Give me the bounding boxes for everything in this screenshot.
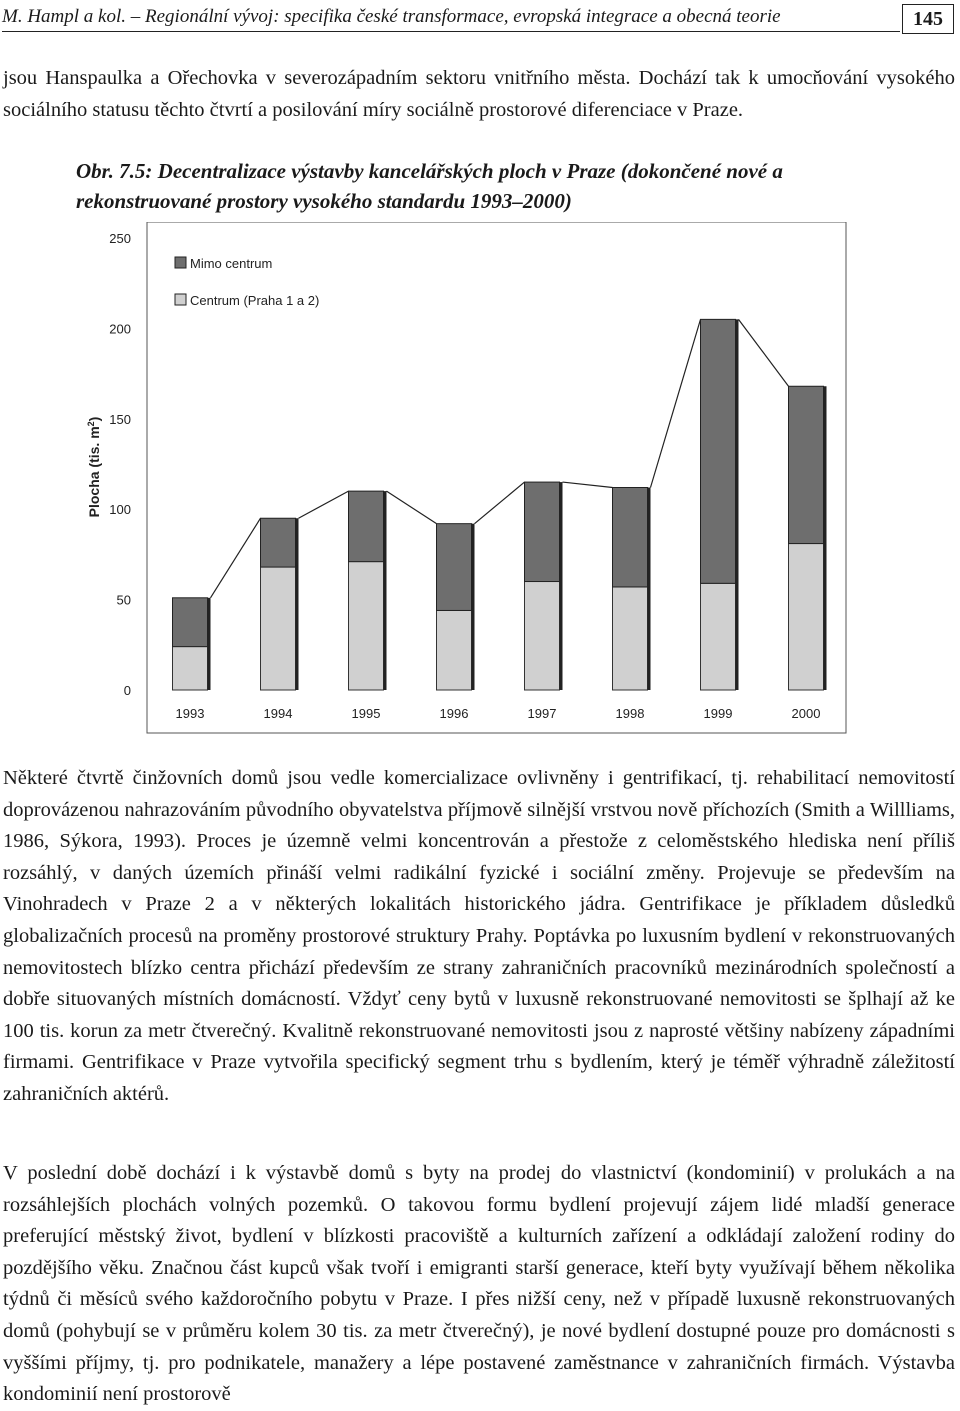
page-number: 145 [902,4,954,34]
y-tick-labels [109,231,131,698]
bar-segment-centrum [701,583,736,690]
legend-swatch [175,257,186,268]
y-axis-title-main: Plocha (tis. m [86,426,102,518]
intro-paragraph: jsou Hanspaulka a Ořechovka v severozápadním sektoru vnitřního města. Dochází tak k umocňování vysokého sociálního statusu těchto čtvrtí a posilování míry sociálně prostorové diferenciace v Praze. [3,67,955,121]
bar-shadow-edge [472,524,475,690]
bar-shadow-edge [384,491,387,690]
running-title: M. Hampl a kol. – Regionální vývoj: specifika české transformace, evropská integrace a obecná teorie [2,6,781,27]
y-tick-label: 50 [116,592,131,608]
x-tick-label: 1997 [527,706,557,721]
figure-caption: Obr. 7.5: Decentralizace výstavby kancelářských ploch v Praze (dokončené nové a rekonstruované prostory vysokého standardu 1993–2000) [76,159,783,213]
x-tick-label: 2000 [791,706,821,721]
y-tick-label: 200 [109,321,131,337]
bar-segment-centrum [261,567,296,690]
body-paragraph-2: Některé čtvrtě činžovních domů jsou vedle komercializace ovlivněny i gentrifikací, tj. rehabilitací nemovitostí doprovázenou nahrazováním původního obyvatelstva příjmově silnější vrstvou nově příchozích (Smith a Willliams, 1986, Sýkora, 1993). Proces je územně velmi koncentrován a přestože z celoměstského hlediska není příliš rozsáhlý, v daných územích přináší velmi radikální fyzické i sociální změny. Projevuje se především na Vinohradech v Praze 2 a v některých lokalitách historického jádra. Gentrifikace je příkladem důsledků globalizačních procesů na proměny prostorové struktury Prahy. Poptávka po luxusním bydlení v rekonstruovaných nemovitostech blízko centra přichází především ze strany zahraničních pracovníků mezinárodních společností a dobře situovaných místních domácností. Vždyť ceny bytů v luxusně rekonstruované nemovitosti se šplhají až ke 100 tis. korun za metr čtverečný. Kvalitně rekonstruované nemovitosti jsou z naprosté většiny nabízeny západními firmami. Gentrifikace v Praze vytvořila specifický segment trhu s bydlením, který je téměř výhradně záležitostí zahraničních aktérů. [3,767,955,1105]
bar-shadow-edge [648,488,651,690]
bar-shadow-edge [208,598,211,690]
header-rule [2,31,900,32]
y-tick-label: 150 [109,411,131,427]
bar-segment-centrum [173,647,208,690]
bar-shadow-edge [560,482,563,690]
y-axis-title-sup: 2 [86,421,96,427]
body-paragraph-3: V poslední době dochází i k výstavbě domů s byty na prodej do vlastnictví (kondominií) v prolukách a na rozsáhlejších plochách volných pozemků. O takovou formu bydlení projevují zájem lidé mladší generace preferující městský život, bydlení v blízkosti pracoviště a kulturních zařízení a odkládají založení rodiny do pozdějšího věku. Značnou část kupců však tvoří i emigranti starší generace, kteří byty využívají během několika týdnů či měsíců svého každoročního pobytu v Praze. I přes nižší ceny, než v případě luxusně rekonstruovaných domů (pohybují se v průměru kolem 30 tis. za metr čtverečný), je nové bydlení dostupné pouze pro domácnosti s vyššími příjmy, tj. pro podnikatele, manažery a lépe postavené zaměstnance v zahraničních firmách. Výstavba kondominií není prostorově [3,1162,955,1406]
bar-shadow-edge [736,319,739,690]
bar-shadow-edge [296,518,299,690]
y-tick-label: 0 [123,683,131,698]
x-tick-label: 1995 [351,706,381,721]
bar-segment-mimo-centrum [437,524,472,611]
stacked-bar-chart [77,222,847,734]
bar-segment-mimo-centrum [789,386,824,543]
x-tick-label: 1996 [439,706,469,721]
y-axis-title-end: ) [86,416,102,422]
bar-segment-centrum [613,587,648,690]
bar-segment-mimo-centrum [525,482,560,581]
x-tick-label: 1999 [703,706,733,721]
x-tick-label: 1994 [263,706,293,721]
legend-label: Centrum (Praha 1 a 2) [190,293,320,308]
bar-segment-centrum [437,610,472,690]
legend-swatch [175,294,186,305]
bar-segment-mimo-centrum [349,491,384,562]
bar-segment-centrum [349,562,384,690]
y-tick-label: 100 [109,502,131,518]
chart-svg [77,222,847,734]
bar-segment-mimo-centrum [261,518,296,567]
y-axis-title-group [86,417,102,518]
bar-shadow-edge [824,386,827,690]
bar-segment-mimo-centrum [701,319,736,583]
x-tick-label: 1998 [615,706,645,721]
bar-segment-mimo-centrum [173,598,208,647]
x-tick-label: 1993 [175,706,205,721]
page-header [2,4,958,34]
y-tick-label: 250 [109,231,131,246]
y-axis-title [86,417,102,518]
bar-segment-centrum [525,582,560,690]
bar-segment-centrum [789,544,824,690]
bar-segment-mimo-centrum [613,488,648,587]
legend-label: Mimo centrum [190,256,273,271]
